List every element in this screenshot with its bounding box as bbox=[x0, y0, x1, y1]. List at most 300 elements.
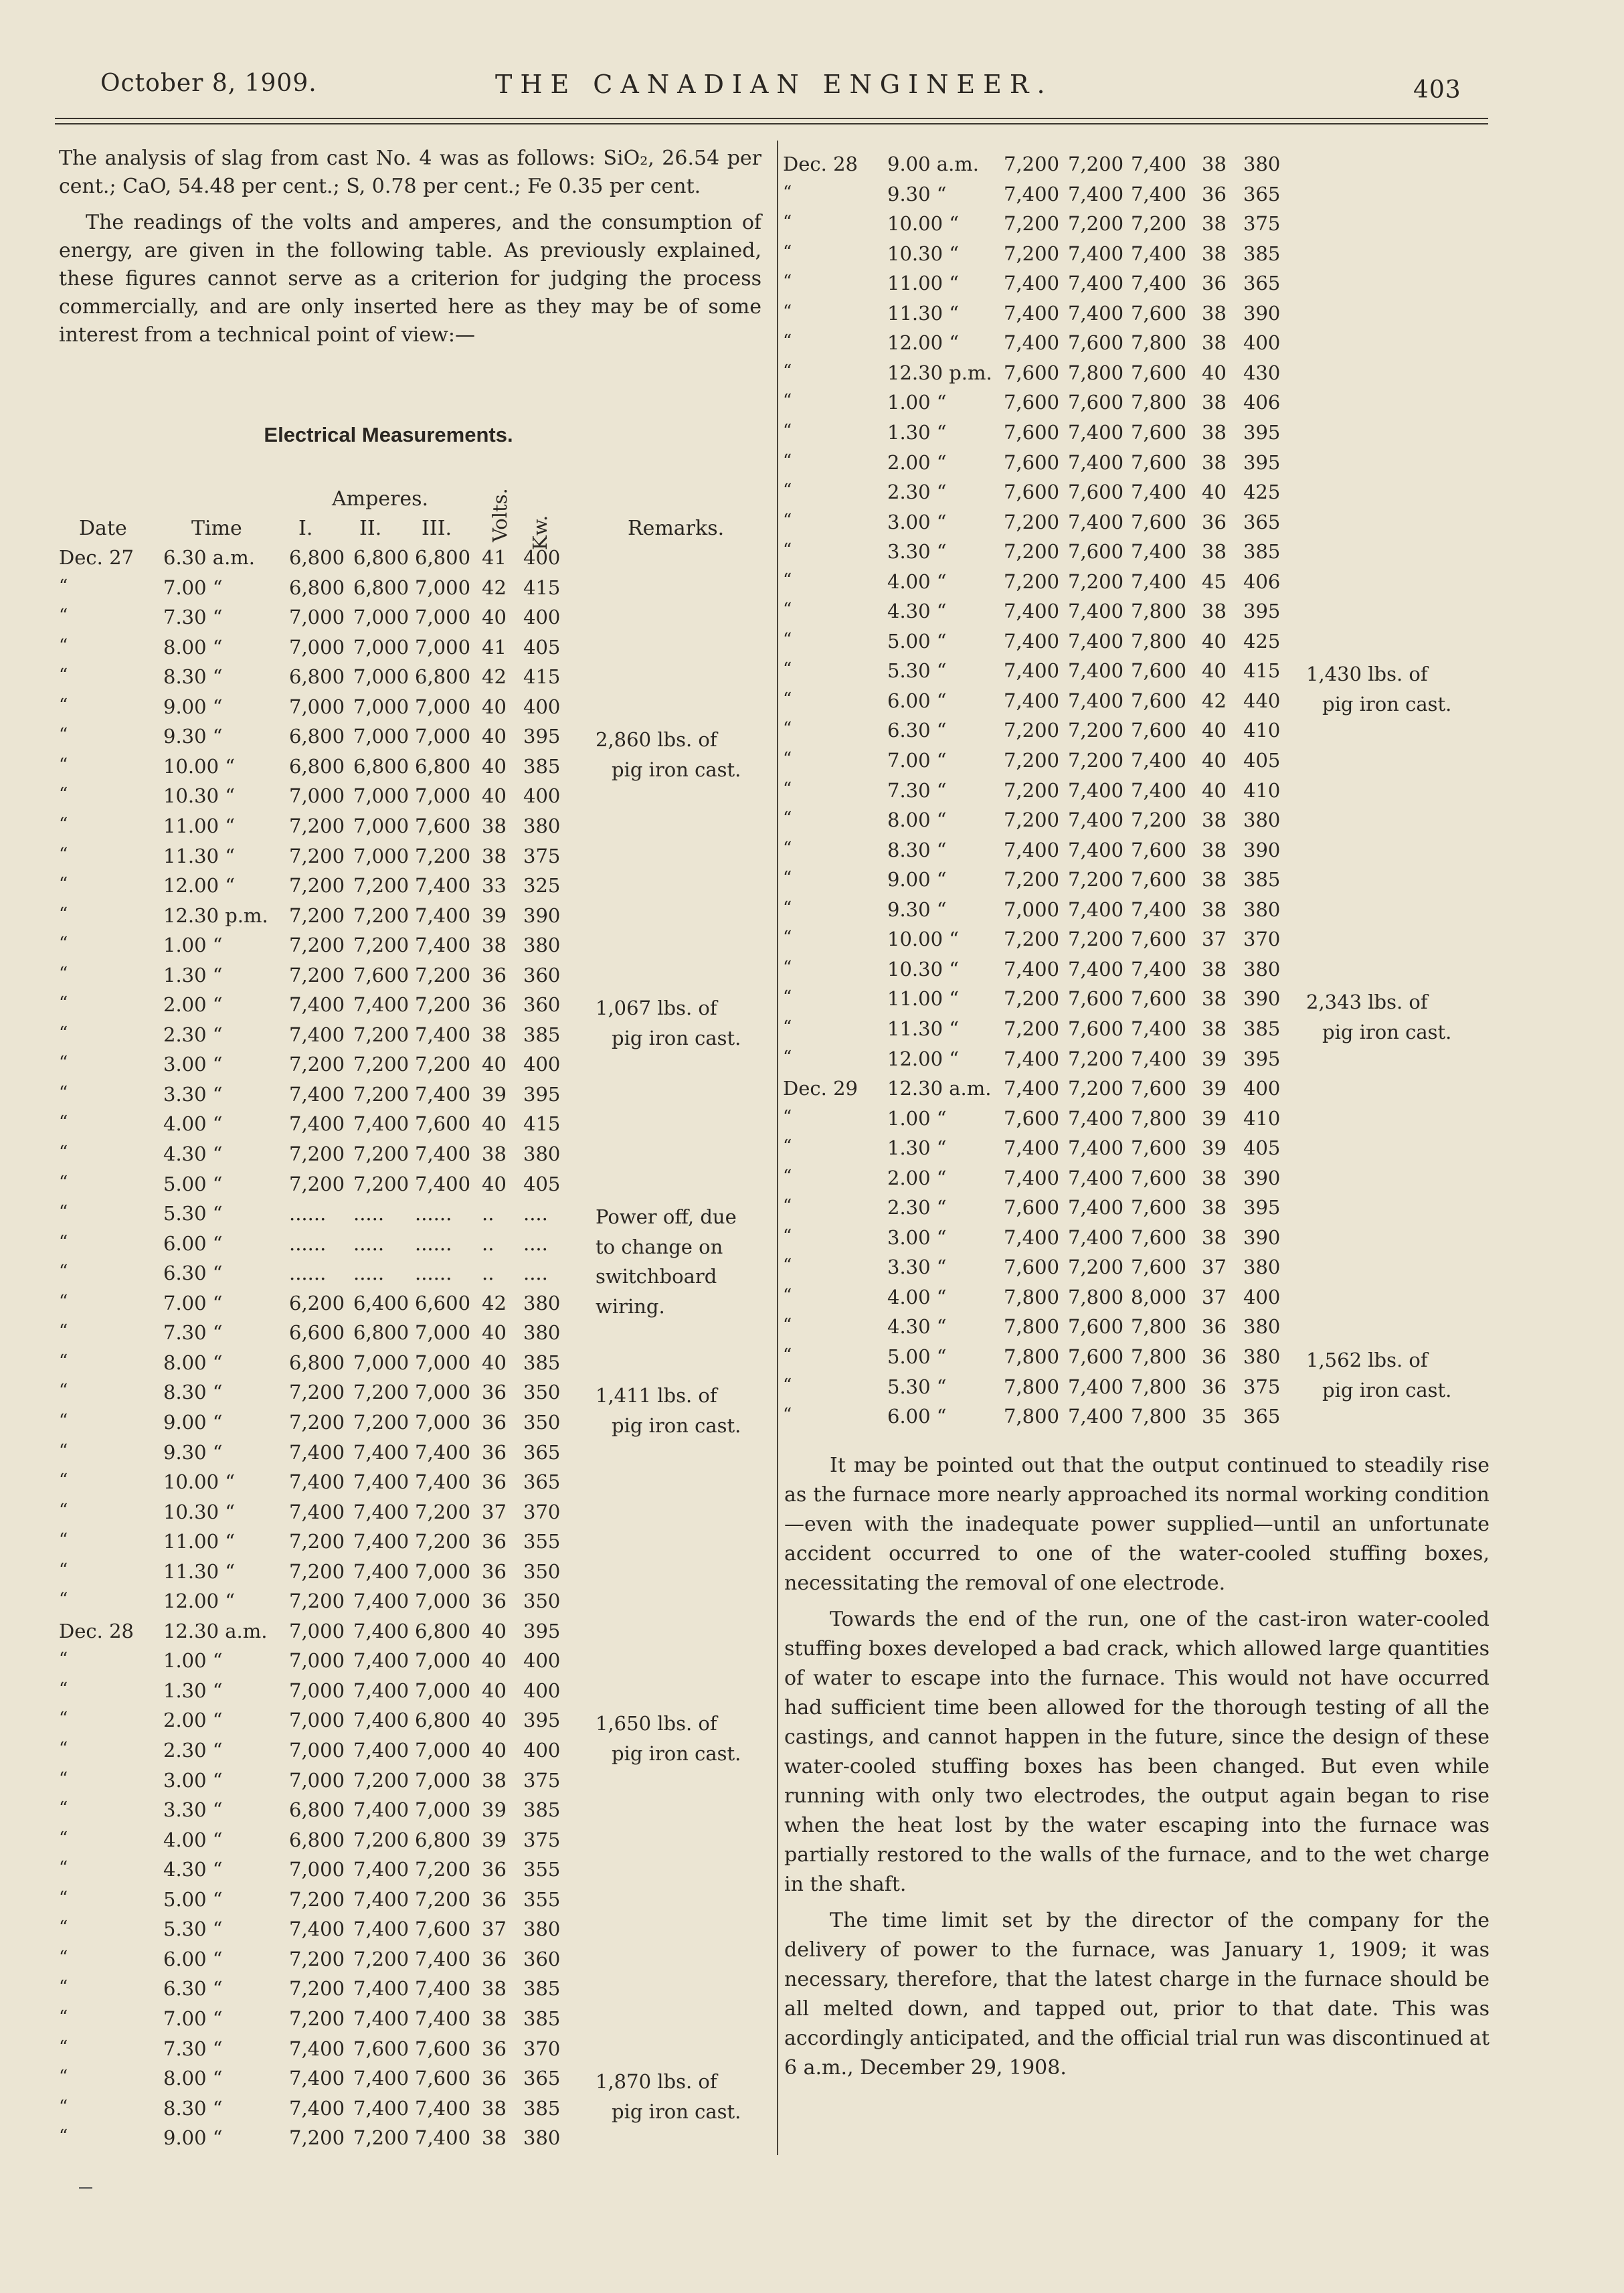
time-cell: 12.00 “ bbox=[887, 331, 960, 355]
output-paragraph: It may be pointed out that the output continued to steadily rise as the furnace more nearly approached its normal working condition—even with the inadequate power supplied—until an unfortunate accident occurred to one of the water-cooled stuffing boxes, necessitating the removal of one electrode. bbox=[784, 1454, 1490, 1595]
col-ii-header: II. bbox=[359, 517, 382, 540]
amp-iii-cell: 7,200 bbox=[415, 1500, 471, 1523]
amp-i-cell: 7,600 bbox=[1004, 481, 1060, 504]
kw-cell: 365 bbox=[1243, 1405, 1281, 1428]
time-cell: 1.00 “ bbox=[887, 1106, 947, 1130]
date-cell: “ bbox=[59, 1649, 68, 1670]
amp-iii-cell: 7,600 bbox=[1131, 1077, 1187, 1100]
amp-ii-cell: 7,400 bbox=[353, 1918, 410, 1941]
date-cell: “ bbox=[783, 450, 792, 471]
amp-iii-cell: 7,400 bbox=[1131, 570, 1187, 593]
date-cell: “ bbox=[783, 331, 792, 352]
kw-cell: 375 bbox=[523, 1828, 561, 1851]
volts-cell: 38 bbox=[1202, 1196, 1227, 1219]
amp-i-cell: 7,200 bbox=[289, 1590, 345, 1613]
amp-ii-cell: 7,800 bbox=[1068, 1285, 1124, 1308]
amp-i-cell: 7,200 bbox=[289, 814, 345, 837]
column-divider bbox=[777, 141, 778, 2155]
amp-i-cell: 7,000 bbox=[289, 695, 345, 718]
volts-cell: 33 bbox=[482, 874, 507, 898]
date-cell: “ bbox=[59, 2096, 68, 2117]
kw-cell: 390 bbox=[1243, 1166, 1281, 1189]
date-cell: “ bbox=[59, 1918, 68, 1938]
volts-cell: 40 bbox=[482, 754, 507, 778]
amp-i-cell: 6,800 bbox=[289, 725, 345, 748]
kw-cell: 390 bbox=[1243, 301, 1281, 325]
volts-cell: 45 bbox=[1202, 570, 1227, 593]
kw-cell: 395 bbox=[523, 1619, 561, 1642]
volts-cell: 38 bbox=[482, 1768, 507, 1792]
amp-i-cell: 7,200 bbox=[1004, 153, 1060, 175]
kw-cell: 406 bbox=[1243, 570, 1281, 593]
amp-iii-cell: 7,000 bbox=[415, 1559, 471, 1583]
amp-iii-cell: 7,600 bbox=[1131, 510, 1187, 533]
amp-iii-cell: 7,600 bbox=[415, 1918, 471, 1941]
time-cell: 4.30 “ bbox=[887, 1315, 947, 1339]
date-cell: “ bbox=[783, 242, 792, 262]
amp-ii-cell: 7,400 bbox=[1068, 838, 1124, 861]
time-cell: 9.30 “ bbox=[163, 1440, 223, 1464]
amp-iii-cell: 7,200 bbox=[415, 1530, 471, 1553]
amp-iii-cell: 7,000 bbox=[415, 576, 471, 599]
amp-iii-cell: 7,000 bbox=[415, 1768, 471, 1792]
kw-cell: 400 bbox=[1243, 1285, 1281, 1308]
amp-iii-cell: 7,600 bbox=[1131, 361, 1187, 384]
amp-ii-cell: 7,600 bbox=[1068, 540, 1124, 564]
time-cell: 9.30 “ bbox=[163, 725, 223, 748]
amp-i-cell: 7,000 bbox=[289, 606, 345, 629]
amp-ii-cell: 7,200 bbox=[1068, 153, 1124, 175]
amp-i-cell: 7,200 bbox=[289, 1172, 345, 1195]
amp-i-cell: 7,200 bbox=[1004, 1017, 1060, 1040]
time-cell: 4.30 “ bbox=[163, 1858, 223, 1881]
amp-iii-cell: 7,400 bbox=[415, 1470, 471, 1494]
volts-cell: 38 bbox=[1202, 242, 1227, 265]
volts-cell: 36 bbox=[482, 2037, 507, 2060]
amp-i-cell: 7,200 bbox=[1004, 868, 1060, 891]
amp-iii-cell: 7,600 bbox=[415, 814, 471, 837]
date-cell: “ bbox=[783, 898, 792, 918]
date-cell: “ bbox=[59, 1082, 68, 1103]
amp-ii-cell: 7,200 bbox=[353, 1053, 410, 1076]
kw-cell: 380 bbox=[523, 814, 561, 837]
amp-iii-cell: 7,800 bbox=[1131, 1375, 1187, 1398]
kw-cell: 425 bbox=[1243, 629, 1281, 653]
volts-cell: 40 bbox=[1202, 361, 1227, 384]
date-cell: “ bbox=[59, 1410, 68, 1431]
amp-ii-cell: 7,200 bbox=[1068, 719, 1124, 742]
volts-cell: 40 bbox=[1202, 481, 1227, 504]
amp-ii-cell: 7,400 bbox=[353, 1679, 410, 1702]
amp-ii-cell: ..... bbox=[353, 1202, 385, 1225]
amp-ii-cell: 7,400 bbox=[353, 1887, 410, 1911]
volts-cell: 40 bbox=[482, 1172, 507, 1195]
date-cell: “ bbox=[783, 1166, 792, 1187]
time-cell: 7.30 “ bbox=[163, 2037, 223, 2060]
amp-iii-cell: 7,000 bbox=[415, 1679, 471, 1702]
amp-ii-cell: 7,200 bbox=[353, 1381, 410, 1404]
amp-ii-cell: 7,400 bbox=[353, 2096, 410, 2120]
date-cell: “ bbox=[783, 361, 792, 381]
amp-iii-cell: 7,400 bbox=[415, 1947, 471, 1970]
amp-iii-cell: 7,400 bbox=[415, 1023, 471, 1046]
remark-line: 1,430 lbs. of bbox=[1306, 663, 1428, 686]
kw-cell: 355 bbox=[523, 1887, 561, 1911]
amp-ii-cell: 7,400 bbox=[1068, 689, 1124, 712]
amp-i-cell: 7,200 bbox=[289, 1947, 345, 1970]
amp-i-cell: 7,400 bbox=[1004, 838, 1060, 861]
date-cell: “ bbox=[59, 725, 68, 746]
amp-i-cell: 7,200 bbox=[289, 934, 345, 957]
volts-cell: 35 bbox=[1202, 1405, 1227, 1428]
amp-iii-cell: 7,400 bbox=[415, 1142, 471, 1165]
amp-iii-cell: 7,000 bbox=[415, 1798, 471, 1822]
kw-cell: 390 bbox=[1243, 838, 1281, 861]
amp-i-cell: 6,800 bbox=[289, 546, 345, 569]
kw-cell: 390 bbox=[1243, 1225, 1281, 1249]
amp-iii-cell: 7,400 bbox=[1131, 898, 1187, 921]
amp-i-cell: 7,200 bbox=[289, 874, 345, 898]
amp-i-cell: 7,600 bbox=[1004, 450, 1060, 474]
amp-ii-cell: 7,000 bbox=[353, 1351, 410, 1374]
date-cell: “ bbox=[59, 1559, 68, 1580]
volts-cell: 40 bbox=[482, 695, 507, 718]
kw-cell: 370 bbox=[523, 2037, 561, 2060]
time-cell: 7.30 “ bbox=[887, 778, 947, 802]
volts-cell: 38 bbox=[1202, 540, 1227, 564]
date-cell: “ bbox=[783, 182, 792, 203]
time-cell: 4.30 “ bbox=[163, 1142, 223, 1165]
kw-cell: 400 bbox=[523, 695, 561, 718]
amp-ii-cell: 7,400 bbox=[1068, 182, 1124, 205]
amp-iii-cell: ...... bbox=[415, 1262, 452, 1285]
amp-iii-cell: 7,400 bbox=[1131, 1047, 1187, 1070]
date-cell: “ bbox=[59, 1381, 68, 1402]
kw-cell: 410 bbox=[1243, 778, 1281, 802]
col-i-header: I. bbox=[298, 517, 313, 540]
date-cell: “ bbox=[59, 1351, 68, 1371]
amp-i-cell: 7,600 bbox=[1004, 420, 1060, 444]
kw-cell: 405 bbox=[1243, 1136, 1281, 1160]
amp-iii-cell: 7,600 bbox=[1131, 689, 1187, 712]
volts-cell: 38 bbox=[482, 1023, 507, 1046]
time-cell: 2.00 “ bbox=[163, 993, 223, 1017]
volts-cell: 39 bbox=[1202, 1077, 1227, 1100]
amperes-header: Amperes. bbox=[332, 487, 429, 511]
remark-line: 1,411 lbs. of bbox=[596, 1384, 717, 1408]
volts-cell: 39 bbox=[1202, 1136, 1227, 1160]
amp-i-cell: 7,200 bbox=[289, 1053, 345, 1076]
amp-i-cell: 7,000 bbox=[289, 1768, 345, 1792]
time-cell: 7.00 “ bbox=[163, 2007, 223, 2030]
amp-ii-cell: 7,400 bbox=[1068, 1106, 1124, 1130]
time-cell: 8.00 “ bbox=[163, 635, 223, 659]
remark-line: 1,870 lbs. of bbox=[596, 2070, 717, 2094]
date-cell: “ bbox=[783, 1196, 792, 1217]
amp-ii-cell: 7,400 bbox=[1068, 809, 1124, 832]
amp-ii-cell: 7,200 bbox=[1068, 1077, 1124, 1100]
date-cell: “ bbox=[783, 301, 792, 322]
time-cell: 6.00 “ bbox=[887, 1405, 947, 1428]
remark-line: to change on bbox=[596, 1235, 723, 1258]
volts-cell: 40 bbox=[482, 1321, 507, 1345]
amp-ii-cell: 7,400 bbox=[353, 2067, 410, 2090]
remark-line: 2,343 lbs. of bbox=[1306, 991, 1428, 1014]
amp-iii-cell: 6,800 bbox=[415, 665, 471, 689]
date-cell: “ bbox=[783, 1285, 792, 1306]
volts-cell: 40 bbox=[1202, 778, 1227, 802]
amp-i-cell: 7,400 bbox=[1004, 1136, 1060, 1160]
amp-iii-cell: 7,600 bbox=[1131, 1225, 1187, 1249]
time-cell: 9.30 “ bbox=[887, 182, 947, 205]
time-cell: 11.30 “ bbox=[887, 1017, 960, 1040]
date-cell: “ bbox=[783, 570, 792, 590]
date-cell: “ bbox=[783, 540, 792, 561]
time-cell: 11.00 “ bbox=[887, 272, 960, 295]
kw-cell: 395 bbox=[1243, 600, 1281, 623]
amp-iii-cell: 7,800 bbox=[1131, 391, 1187, 414]
amp-iii-cell: 7,200 bbox=[415, 1858, 471, 1881]
amp-iii-cell: 7,600 bbox=[1131, 1196, 1187, 1219]
amp-iii-cell: 7,400 bbox=[415, 1172, 471, 1195]
amp-ii-cell: 7,400 bbox=[353, 1590, 410, 1613]
amp-ii-cell: 7,400 bbox=[353, 1470, 410, 1494]
kw-cell: 380 bbox=[1243, 153, 1281, 175]
journal-title: THE CANADIAN ENGINEER. bbox=[495, 70, 1053, 99]
kw-cell: 360 bbox=[523, 1947, 561, 1970]
volts-cell: 40 bbox=[482, 606, 507, 629]
volts-cell: 37 bbox=[1202, 1256, 1227, 1279]
kw-cell: 395 bbox=[1243, 420, 1281, 444]
date-cell: “ bbox=[59, 993, 68, 1014]
kw-cell: 400 bbox=[523, 784, 561, 808]
col-iii-header: III. bbox=[422, 517, 452, 540]
volts-cell: 39 bbox=[482, 904, 507, 927]
amp-i-cell: 7,600 bbox=[1004, 1196, 1060, 1219]
amp-iii-cell: 6,800 bbox=[415, 754, 471, 778]
kw-cell: 380 bbox=[1243, 1345, 1281, 1368]
discussion-text bbox=[784, 1451, 1490, 2090]
time-cell: 5.00 “ bbox=[163, 1172, 223, 1195]
kw-cell: 350 bbox=[523, 1559, 561, 1583]
remark-line: 1,067 lbs. of bbox=[596, 997, 717, 1020]
amp-iii-cell: 7,400 bbox=[415, 934, 471, 957]
kw-cell: 430 bbox=[1243, 361, 1281, 384]
volts-cell: 38 bbox=[1202, 1225, 1227, 1249]
volts-cell: 42 bbox=[482, 665, 507, 689]
amp-ii-cell: 7,400 bbox=[353, 1112, 410, 1136]
amp-i-cell: 6,600 bbox=[289, 1321, 345, 1345]
amp-i-cell: 7,000 bbox=[289, 635, 345, 659]
kw-cell: 400 bbox=[1243, 331, 1281, 355]
remark-line: switchboard bbox=[596, 1265, 717, 1288]
amp-iii-cell: 7,200 bbox=[415, 1053, 471, 1076]
date-cell: Dec. 28 bbox=[783, 153, 858, 175]
amp-ii-cell: 6,400 bbox=[353, 1291, 410, 1314]
amp-i-cell: 7,000 bbox=[1004, 898, 1060, 921]
volts-cell: 36 bbox=[482, 1559, 507, 1583]
date-cell: “ bbox=[59, 1232, 68, 1252]
amp-iii-cell: 6,800 bbox=[415, 1828, 471, 1851]
date-cell: “ bbox=[59, 1172, 68, 1193]
date-cell: “ bbox=[783, 778, 792, 799]
kw-cell: 410 bbox=[1243, 1106, 1281, 1130]
volts-cell: 39 bbox=[482, 1082, 507, 1106]
volts-cell: 38 bbox=[1202, 898, 1227, 921]
amp-i-cell: 7,200 bbox=[289, 1142, 345, 1165]
amp-iii-cell: 7,400 bbox=[415, 2126, 471, 2150]
amp-iii-cell: 7,400 bbox=[1131, 481, 1187, 504]
volts-cell: .. bbox=[482, 1232, 494, 1255]
amp-i-cell: 7,400 bbox=[1004, 600, 1060, 623]
volts-cell: 37 bbox=[1202, 928, 1227, 951]
amp-i-cell: 7,200 bbox=[289, 1381, 345, 1404]
time-cell: 3.30 “ bbox=[887, 540, 947, 564]
volts-cell: 40 bbox=[482, 1679, 507, 1702]
volts-cell: 36 bbox=[1202, 510, 1227, 533]
time-cell: 3.30 “ bbox=[163, 1798, 223, 1822]
time-cell: 1.30 “ bbox=[163, 963, 223, 987]
volts-cell: 42 bbox=[482, 576, 507, 599]
time-cell: 11.30 “ bbox=[163, 844, 236, 867]
time-cell: 4.00 “ bbox=[887, 1285, 947, 1308]
amp-ii-cell: 7,200 bbox=[353, 904, 410, 927]
table-title: Electrical Measurements. bbox=[264, 423, 513, 446]
date-cell: “ bbox=[783, 481, 792, 501]
amp-ii-cell: 7,400 bbox=[1068, 272, 1124, 295]
time-cell: 1.30 “ bbox=[887, 1136, 947, 1160]
kw-cell: 365 bbox=[523, 1440, 561, 1464]
amp-iii-cell: 7,400 bbox=[415, 1977, 471, 2001]
time-cell: 9.00 “ bbox=[887, 868, 947, 891]
amp-ii-cell: 7,400 bbox=[353, 2007, 410, 2030]
amp-iii-cell: 6,800 bbox=[415, 546, 471, 569]
remark-line: 1,650 lbs. of bbox=[596, 1712, 717, 1735]
amp-iii-cell: 7,200 bbox=[415, 963, 471, 987]
amp-iii-cell: 7,400 bbox=[1131, 242, 1187, 265]
time-cell: 12.00 “ bbox=[163, 1590, 236, 1613]
date-cell: “ bbox=[59, 934, 68, 954]
amp-iii-cell: 7,800 bbox=[1131, 629, 1187, 653]
amp-i-cell: 7,200 bbox=[1004, 749, 1060, 772]
volts-cell: 38 bbox=[482, 814, 507, 837]
time-cell: 10.30 “ bbox=[887, 957, 960, 981]
amp-ii-cell: 7,200 bbox=[353, 2126, 410, 2150]
time-cell: 7.30 “ bbox=[163, 606, 223, 629]
date-cell: “ bbox=[783, 1315, 792, 1336]
kw-cell: 360 bbox=[523, 993, 561, 1017]
kw-cell: 440 bbox=[1243, 689, 1281, 712]
amp-i-cell: 7,600 bbox=[1004, 361, 1060, 384]
amp-iii-cell: 7,400 bbox=[1131, 749, 1187, 772]
amp-ii-cell: 7,200 bbox=[1068, 868, 1124, 891]
date-cell: “ bbox=[783, 1375, 792, 1395]
kw-cell: 365 bbox=[523, 1470, 561, 1494]
amp-iii-cell: 7,000 bbox=[415, 1351, 471, 1374]
date-cell: “ bbox=[59, 1321, 68, 1342]
time-cell: 5.30 “ bbox=[887, 659, 947, 683]
amp-ii-cell: 7,600 bbox=[1068, 1017, 1124, 1040]
amp-iii-cell: 7,400 bbox=[415, 1440, 471, 1464]
amp-iii-cell: 7,000 bbox=[415, 1739, 471, 1762]
kw-cell: 385 bbox=[523, 754, 561, 778]
amp-i-cell: 7,600 bbox=[1004, 1256, 1060, 1279]
kw-cell: 405 bbox=[523, 1172, 561, 1195]
amp-ii-cell: 7,200 bbox=[1068, 212, 1124, 236]
date-cell: “ bbox=[783, 1405, 792, 1426]
amp-ii-cell: 7,400 bbox=[353, 1709, 410, 1732]
amp-iii-cell: 7,400 bbox=[1131, 272, 1187, 295]
time-cell: 2.30 “ bbox=[887, 1196, 947, 1219]
time-cell: 10.00 “ bbox=[887, 928, 960, 951]
date-cell: “ bbox=[783, 391, 792, 412]
time-cell: 8.30 “ bbox=[887, 838, 947, 861]
amp-ii-cell: 7,000 bbox=[353, 844, 410, 867]
amp-iii-cell: 6,800 bbox=[415, 1619, 471, 1642]
time-cell: 9.30 “ bbox=[887, 898, 947, 921]
amp-iii-cell: 7,200 bbox=[1131, 212, 1187, 236]
date-cell: “ bbox=[59, 1142, 68, 1163]
time-cell: 6.00 “ bbox=[163, 1232, 223, 1255]
amp-ii-cell: 7,400 bbox=[353, 993, 410, 1017]
amp-ii-cell: 7,200 bbox=[353, 934, 410, 957]
amp-i-cell: 7,200 bbox=[1004, 242, 1060, 265]
date-cell: “ bbox=[59, 1709, 68, 1729]
amp-ii-cell: 7,200 bbox=[1068, 749, 1124, 772]
volts-cell: 40 bbox=[1202, 719, 1227, 742]
amp-i-cell: 7,400 bbox=[1004, 301, 1060, 325]
time-cell: 11.30 “ bbox=[163, 1559, 236, 1583]
volts-cell: 36 bbox=[482, 1590, 507, 1613]
time-cell: 1.00 “ bbox=[163, 1649, 223, 1673]
time-cell: 3.00 “ bbox=[163, 1053, 223, 1076]
amp-iii-cell: 7,000 bbox=[415, 1410, 471, 1434]
amp-iii-cell: 7,000 bbox=[415, 1649, 471, 1673]
time-cell: 1.30 “ bbox=[887, 420, 947, 444]
volts-cell: 42 bbox=[1202, 689, 1227, 712]
time-cell: 3.30 “ bbox=[163, 1082, 223, 1106]
volts-cell: 36 bbox=[482, 993, 507, 1017]
kw-cell: 385 bbox=[1243, 868, 1281, 891]
volts-cell: 36 bbox=[482, 1530, 507, 1553]
amp-i-cell: 7,400 bbox=[289, 2096, 345, 2120]
amp-iii-cell: 7,600 bbox=[1131, 450, 1187, 474]
time-cell: 7.00 “ bbox=[887, 749, 947, 772]
kw-cell: 385 bbox=[523, 1351, 561, 1374]
date-cell: “ bbox=[59, 2007, 68, 2027]
amp-ii-cell: 7,000 bbox=[353, 784, 410, 808]
amp-iii-cell: 7,600 bbox=[415, 2067, 471, 2090]
amp-i-cell: ...... bbox=[289, 1232, 327, 1255]
volts-cell: 36 bbox=[482, 1410, 507, 1434]
amp-i-cell: 7,200 bbox=[289, 1530, 345, 1553]
kw-cell: 355 bbox=[523, 1858, 561, 1881]
time-cell: 2.00 “ bbox=[887, 1166, 947, 1189]
amp-ii-cell: 6,800 bbox=[353, 546, 410, 569]
time-cell: 5.00 “ bbox=[887, 1345, 947, 1368]
date-cell: “ bbox=[783, 957, 792, 978]
amp-ii-cell: 7,000 bbox=[353, 695, 410, 718]
volts-cell: 38 bbox=[1202, 391, 1227, 414]
volts-cell: 40 bbox=[482, 1053, 507, 1076]
amp-ii-cell: 7,400 bbox=[1068, 1225, 1124, 1249]
amp-ii-cell: 7,400 bbox=[353, 1798, 410, 1822]
amp-iii-cell: 7,600 bbox=[1131, 838, 1187, 861]
time-cell: 5.00 “ bbox=[887, 629, 947, 653]
volts-cell: 36 bbox=[482, 2067, 507, 2090]
amp-iii-cell: 7,400 bbox=[1131, 182, 1187, 205]
amp-iii-cell: 7,400 bbox=[1131, 540, 1187, 564]
